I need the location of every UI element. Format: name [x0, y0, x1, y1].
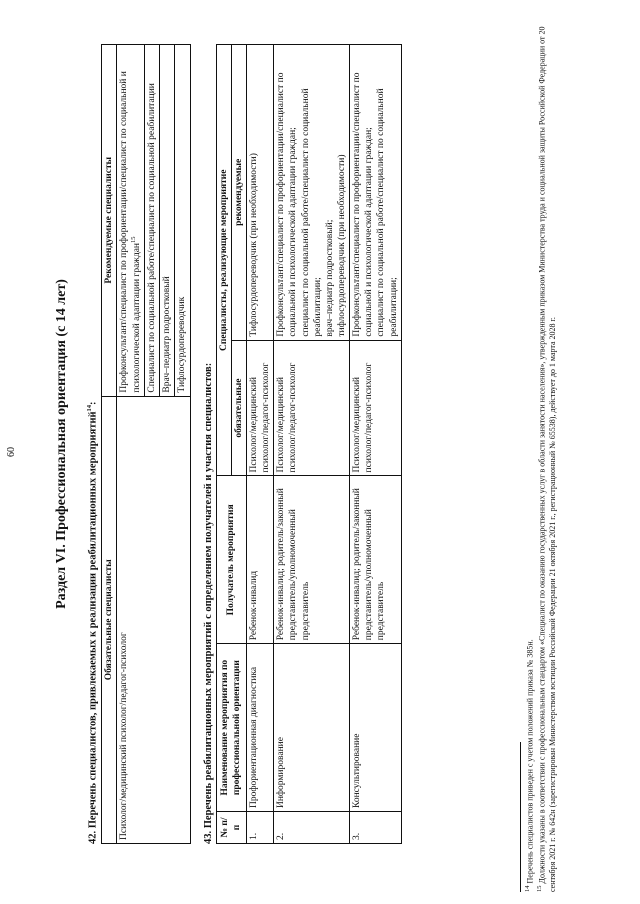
footnote-divider — [520, 742, 521, 892]
recommended-specialist-cell: Профконсультант/специалист по профориентации/специалист по социальной и психологической адаптации граждан$^{15}$ — [116, 45, 144, 397]
row-number: 3. — [350, 812, 402, 844]
recommended-specialist-cell: Специалист по социальной работе/специалист по социальной реабилитации — [145, 45, 160, 397]
header-name: Наименование мероприятия по профессиональной ориентации — [216, 644, 246, 812]
footnotes — [520, 12, 558, 892]
specialists-table-header — [101, 45, 116, 844]
measure-recipient: Ребенок-инвалид — [246, 476, 273, 644]
header-recipient: Получатель мероприятия — [216, 476, 246, 644]
measure-name: Профориентационная диагностика — [246, 644, 273, 812]
recommended-specialist-cell: Врач–педиатр подростковый — [160, 45, 175, 397]
header-num: № п/п — [216, 812, 246, 844]
header-recommended: Рекомендуемые специалисты — [101, 45, 116, 397]
header-specialists: Специалисты, реализующие мероприятие — [216, 45, 231, 476]
table-row — [246, 45, 273, 844]
table-row — [350, 45, 402, 844]
recommended-specialist-cell: Тифлосурдопереводчик — [175, 45, 190, 397]
footnote-ref-15: 15 — [129, 236, 137, 243]
header-mandatory: Обязательные специалисты — [101, 396, 116, 843]
mandatory-specialists-cell: Психолог/медицинский психолог/педагог-психолог — [116, 396, 190, 843]
footnote-ref-14: 14 — [86, 404, 93, 412]
row-number: 1. — [246, 812, 273, 844]
measure-name: Консультирование — [350, 644, 402, 812]
header-mandatory-specialists: обязательные — [231, 340, 246, 476]
header-recommended-specialists: рекомендуемые — [231, 45, 246, 341]
mandatory-specialists: Психолог/медицинский психолог/педагог-психолог — [246, 340, 273, 476]
footnote-15: $^{15}$ Должности указаны в соответствии с профессиональным стандартом «Специалист по оказанию государственных услуг в области занятости населения», утвержденным приказом Министерства труда и социальной защиты Российской Федерации от 20 сентября 2021 г. № 642н (зарегистрирован Министерством юстиции Российской Федерации 21 октября 2021 г., регистрационный № 65538), действует до 1 марта 2028 г. — [535, 26, 557, 892]
measure-recipient: Ребенок-инвалид; родитель/законный представитель/уполномоченный представитель — [350, 476, 402, 644]
measures-table — [216, 44, 402, 844]
measure-name: Информирование — [274, 644, 350, 812]
mandatory-specialists: Психолог/медицинский психолог/педагог-психолог — [274, 340, 350, 476]
section-42-title: 42. Перечень специалистов, привлекаемых к реализации реабилитационных мероприятий$^{14}$: — [86, 401, 99, 844]
table-row — [274, 45, 350, 844]
recommended-specialists: Профконсультант/специалист по профориентации/специалист по социальной и психологической адаптации граждан; специалист по социальной работе/специалист по социальной реабилитации; — [350, 45, 402, 341]
table-row — [116, 45, 144, 844]
page-content — [26, 44, 402, 844]
page-number: 60 — [6, 447, 17, 457]
section-43-title: 43. Перечень реабилитационных мероприятий с определением получателей и участия специалистов: — [202, 362, 214, 844]
measure-recipient: Ребенок-инвалид; родитель/законный представитель/уполномоченный представитель — [274, 476, 350, 644]
section-title: Раздел VI. Профессиональная ориентация (с 14 лет) — [54, 279, 69, 609]
measures-table-header — [216, 45, 231, 844]
footnote-14: $^{14}$ Перечень специалистов приведен с учетом положений приказа № 385н. — [524, 639, 535, 892]
recommended-specialists: Профконсультант/специалист по профориентации/специалист по социальной и психологической адаптации граждан; специалист по социальной работе/специалист по социальной реабилитации; врач–педиатр подростковый; тифлосурдопереводчик (при необходимости) — [274, 45, 350, 341]
mandatory-specialists: Психолог/медицинский психолог/педагог-психолог — [350, 340, 402, 476]
recommended-specialists: Тифлосурдопереводчик (при необходимости) — [246, 45, 273, 341]
row-number: 2. — [274, 812, 350, 844]
specialists-table — [101, 44, 191, 844]
